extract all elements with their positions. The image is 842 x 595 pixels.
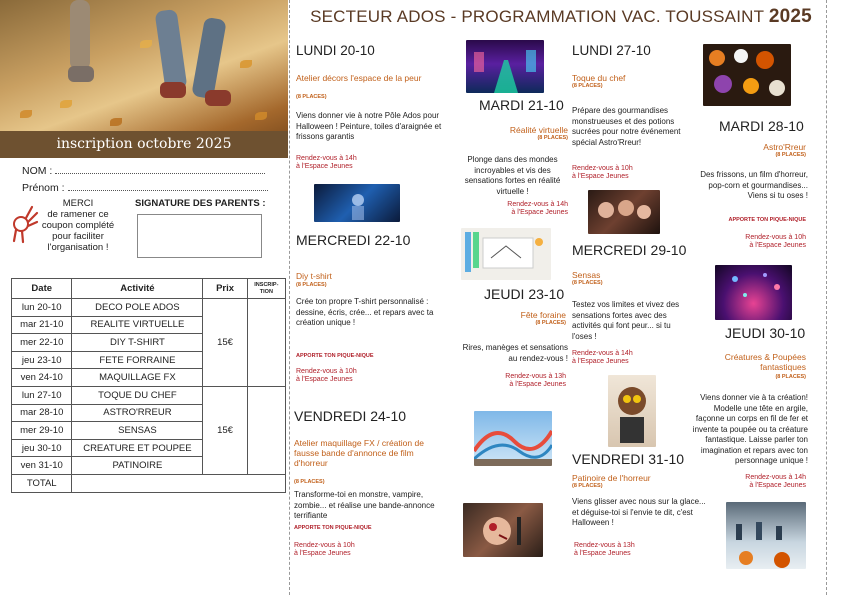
nom-dotted-line xyxy=(55,166,265,174)
row-activity: REALITE VIRTUELLE xyxy=(72,316,203,334)
page-title xyxy=(296,6,826,28)
row-activity: DECO POLE ADOS xyxy=(72,299,203,317)
rdv-time: Rendez-vous à 10h xyxy=(745,234,806,241)
photo-vr-player xyxy=(314,184,400,222)
price-week1: 15€ xyxy=(203,299,247,387)
rdv-place: à l'Espace Jeunes xyxy=(296,376,353,383)
rdv-place: à l'Espace Jeunes xyxy=(509,381,566,388)
row-date: mer 29-10 xyxy=(12,422,72,440)
rdv-place: à l'Espace Jeunes xyxy=(572,358,629,365)
row-date: lun 27-10 xyxy=(12,386,72,404)
activity-desc-creatures: Viens donner vie à ta création! Modelle une tête en argile, façonne un corps en fil de fer et invente ta poupée ou ta créature fantastique. Laisse parler ton imagination et repars avec ton personnage unique ! xyxy=(692,393,808,465)
header-date: Date xyxy=(12,279,72,299)
rdv-place: à l'Espace Jeunes xyxy=(296,163,353,170)
row-date: ven 31-10 xyxy=(12,457,72,475)
table-total-row xyxy=(12,474,286,492)
rdv-place: à l'Espace Jeunes xyxy=(574,550,631,557)
prenom-label: Prénom : xyxy=(22,182,65,194)
rdv-time: Rendez-vous à 10h xyxy=(294,542,355,549)
hero-photo-autumn-legs xyxy=(0,0,288,158)
places-badge: (8 PLACES) xyxy=(537,135,568,141)
activity-desc-deco: Viens donner vie à notre Pôle Ados pour Halloween ! Peinture, toiles d'araignée et frissons garantis xyxy=(296,111,442,141)
activity-title-patinoire: Patinoire de l'horreur xyxy=(572,473,651,483)
activity-desc-sensas: Testez vos limites et vivez des sensations fortes avec des activités qui font peur... si tu l'oses ! xyxy=(572,300,680,341)
registration-table xyxy=(11,278,286,493)
day-lundi-20: LUNDI 20-10 xyxy=(296,43,375,58)
photo-scared-teens xyxy=(588,190,660,234)
header-inscription: INSCRIP-TION xyxy=(247,279,285,299)
activity-title-fete: Fête foraine xyxy=(520,310,566,320)
activity-desc-vr: Plonge dans des mondes incroyables et vis des sensations fortes en réalité virtuelle ! xyxy=(464,155,561,196)
row-date: mer 22-10 xyxy=(12,334,72,352)
activity-desc-diy: Crée ton propre T-shirt personnalisé : dessine, écris, crée... et repars avec ta création unique ! xyxy=(296,297,434,327)
places-badge: (8 PLACES) xyxy=(775,152,806,158)
header-price: Prix xyxy=(203,279,247,299)
rdv-time: Rendez-vous à 10h xyxy=(296,368,357,375)
nom-field[interactable] xyxy=(22,165,265,177)
nom-label: NOM : xyxy=(22,165,53,177)
day-mercredi-29: MERCREDI 29-10 xyxy=(572,242,687,258)
row-date: jeu 30-10 xyxy=(12,439,72,457)
rdv-time: Rendez-vous à 14h xyxy=(296,155,357,162)
places-badge: (8 PLACES) xyxy=(572,483,603,489)
row-activity: DIY T-SHIRT xyxy=(72,334,203,352)
places-badge: (8 PLACES) xyxy=(296,94,327,100)
row-date: jeu 23-10 xyxy=(12,351,72,369)
activity-desc-patinoire: Viens glisser avec nous sur la glace... et déguise-toi si l'envie te dit, c'est Halloween ! xyxy=(572,497,706,527)
photo-fairground-ride xyxy=(474,411,552,466)
day-mardi-28: MARDI 28-10 xyxy=(719,118,804,134)
total-label: TOTAL xyxy=(12,474,72,492)
rdv-time: Rendez-vous à 13h xyxy=(574,542,635,549)
places-badge: (8 PLACES) xyxy=(296,282,327,288)
activity-desc-astro: Des frissons, un film d'horreur, pop-corn et gourmandises... Viens si tu oses ! xyxy=(700,170,808,200)
row-activity: FETE FORRAINE xyxy=(72,351,203,369)
rdv-time: Rendez-vous à 14h xyxy=(745,474,806,481)
table-header-row xyxy=(12,279,286,299)
table-row xyxy=(12,299,286,317)
activity-title-deco: Atelier décors l'espace de la peur xyxy=(296,73,422,83)
row-date: lun 20-10 xyxy=(12,299,72,317)
prenom-dotted-line xyxy=(68,183,268,191)
activity-title-maquillage: Atelier maquillage FX / création de fausse bande d'annonce de film d'horreur xyxy=(294,438,424,468)
rdv-time: Rendez-vous à 14h xyxy=(572,350,633,357)
title-main: SECTEUR ADOS - PROGRAMMATION VAC. TOUSSAINT xyxy=(310,7,764,26)
photo-halloween-mask xyxy=(608,375,656,447)
day-vendredi-24: VENDREDI 24-10 xyxy=(294,408,407,424)
rdv-place: à l'Espace Jeunes xyxy=(749,482,806,489)
day-jeudi-23: JEUDI 23-10 xyxy=(484,286,565,302)
day-jeudi-30: JEUDI 30-10 xyxy=(725,325,806,341)
day-vendredi-31: VENDREDI 31-10 xyxy=(572,451,685,467)
ok-hand-icon xyxy=(8,204,40,244)
activity-desc-chef: Prépare des gourmandises monstrueuses et des potions sucrées pour notre événement spécial Astro'Rreur! xyxy=(572,106,681,147)
photo-halloween-treats xyxy=(703,44,791,106)
row-activity: CREATURE ET POUPEE xyxy=(72,439,203,457)
activity-title-creatures: Créatures & Poupées fantastiques xyxy=(724,352,806,372)
note-picnic: APPORTE TON PIQUE-NIQUE xyxy=(294,525,372,531)
signature-box[interactable] xyxy=(137,214,262,258)
inscription-cell-week1[interactable] xyxy=(247,299,285,387)
activity-title-diy: Diy t-shirt xyxy=(296,271,332,281)
row-date: ven 24-10 xyxy=(12,369,72,387)
day-lundi-27: LUNDI 27-10 xyxy=(572,43,651,58)
activity-desc-fete: Rires, manèges et sensations au rendez-vous ! xyxy=(462,343,568,363)
signature-label: SIGNATURE DES PARENTS : xyxy=(135,198,266,209)
table-row xyxy=(12,386,286,404)
total-value-cell[interactable] xyxy=(72,474,286,492)
cut-line-left xyxy=(289,0,290,595)
rdv-place: à l'Espace Jeunes xyxy=(572,173,629,180)
activity-title-vr: Réalité virtuelle xyxy=(509,125,568,135)
activity-title-sensas: Sensas xyxy=(572,270,601,280)
note-picnic: APPORTE TON PIQUE-NIQUE xyxy=(728,217,806,223)
row-date: mar 28-10 xyxy=(12,404,72,422)
places-badge: (8 PLACES) xyxy=(775,374,806,380)
inscription-cell-week2[interactable] xyxy=(247,386,285,474)
photo-ice-rink xyxy=(726,502,806,569)
rdv-place: à l'Espace Jeunes xyxy=(749,242,806,249)
day-mercredi-22: MERCREDI 22-10 xyxy=(296,232,411,248)
places-badge: (8 PLACES) xyxy=(294,479,325,485)
photo-fx-makeup xyxy=(463,503,543,557)
row-activity: ASTRO'RREUR xyxy=(72,404,203,422)
cut-line-right xyxy=(826,0,827,595)
rdv-place: à l'Espace Jeunes xyxy=(511,209,568,216)
rdv-time: Rendez-vous à 10h xyxy=(572,165,633,172)
activity-title-astro: Astro'Rreur xyxy=(763,142,806,152)
row-activity: SENSAS xyxy=(72,422,203,440)
prenom-field[interactable] xyxy=(22,182,268,194)
inscription-banner: inscription octobre 2025 xyxy=(0,131,288,158)
rdv-time: Rendez-vous à 14h xyxy=(507,201,568,208)
places-badge: (8 PLACES) xyxy=(535,320,566,326)
rdv-place: à l'Espace Jeunes xyxy=(294,550,351,557)
note-picnic: APPORTE TON PIQUE-NIQUE xyxy=(296,353,374,359)
places-badge: (8 PLACES) xyxy=(572,280,603,286)
photo-sensas-lights xyxy=(715,265,792,320)
row-date: mar 21-10 xyxy=(12,316,72,334)
activity-desc-maquillage: Transforme-toi en monstre, vampire, zombie... et réalise une bande-annonce terrifiante xyxy=(294,490,435,520)
header-activity: Activité xyxy=(72,279,203,299)
price-week2: 15€ xyxy=(203,386,247,474)
row-activity: PATINOIRE xyxy=(72,457,203,475)
activity-title-chef: Toque du chef xyxy=(572,73,626,83)
photo-tshirt-painting xyxy=(461,228,551,280)
title-year: 2025 xyxy=(768,6,812,27)
day-mardi-21: MARDI 21-10 xyxy=(479,97,564,113)
places-badge: (8 PLACES) xyxy=(572,83,603,89)
merci-note: MERCI de ramener ce coupon complété pour faciliter l'organisation ! xyxy=(41,198,115,253)
rdv-time: Rendez-vous à 13h xyxy=(505,373,566,380)
photo-vr-room xyxy=(466,40,544,93)
row-activity: MAQUILLAGE FX xyxy=(72,369,203,387)
row-activity: TOQUE DU CHEF xyxy=(72,386,203,404)
